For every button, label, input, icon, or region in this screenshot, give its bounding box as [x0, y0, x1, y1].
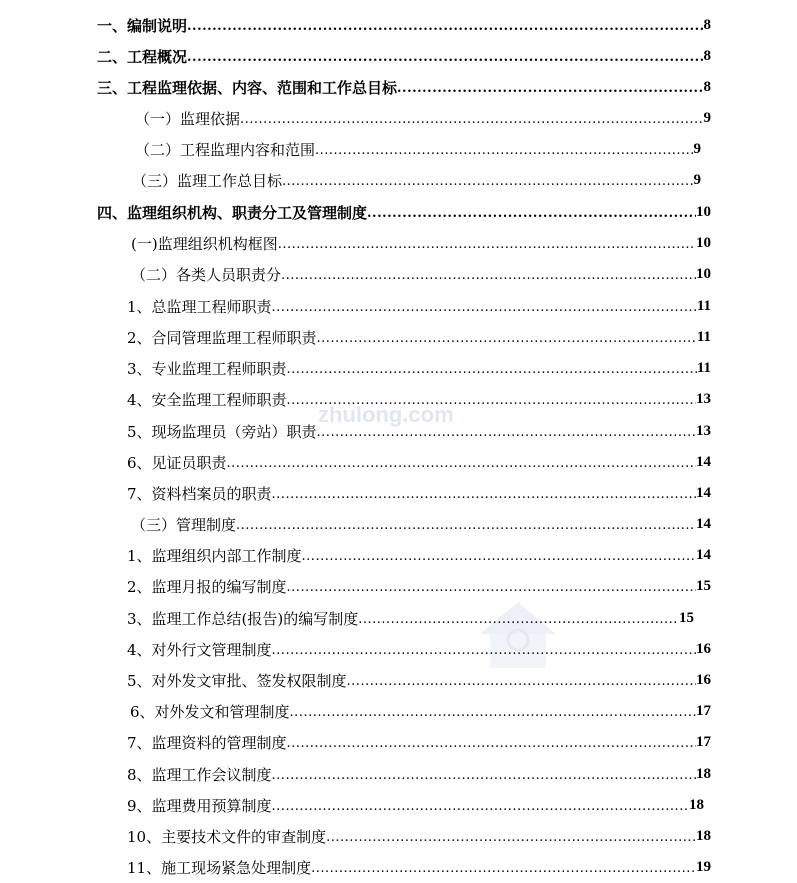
toc-leader-dots [287, 384, 696, 415]
toc-entry-27[interactable] [127, 821, 711, 852]
toc-leader-dots [367, 197, 696, 228]
toc-leader-dots [317, 322, 697, 353]
toc-entry-page: 19 [696, 859, 711, 875]
toc-entry-page: 11 [696, 298, 711, 314]
toc-entry-22[interactable] [127, 665, 711, 696]
toc-entry-page: 17 [696, 734, 711, 750]
toc-entry-17[interactable] [131, 509, 711, 540]
toc-entry-23[interactable] [130, 696, 711, 727]
toc-entry-page: 17 [696, 703, 711, 719]
toc-entry-title: 3、监理工作总结(报告)的编写制度 [127, 610, 359, 628]
toc-entry-page: 8 [703, 17, 711, 33]
toc-entry-title: 二、工程概况 [97, 48, 188, 66]
toc-entry-title: 9、监理费用预算制度 [127, 797, 272, 815]
toc-leader-dots [317, 416, 696, 447]
toc-entry-8[interactable] [131, 228, 711, 259]
toc-entry-page: 10 [696, 266, 711, 282]
toc-entry-title: 3、专业监理工程师职责 [127, 360, 287, 378]
toc-entry-page: 11 [696, 360, 711, 376]
toc-entry-18[interactable] [127, 540, 711, 571]
toc-entry-19[interactable] [127, 571, 711, 602]
toc-entry-page: 18 [696, 766, 711, 782]
toc-entry-page: 14 [696, 516, 711, 532]
toc-entry-page: 14 [696, 547, 711, 563]
toc-entry-page: 10 [696, 235, 711, 251]
toc-entry-1[interactable] [97, 10, 711, 41]
toc-entry-10[interactable] [127, 291, 711, 322]
toc-leader-dots [347, 665, 696, 696]
toc-entry-15[interactable] [127, 447, 711, 478]
toc-entry-page: 14 [696, 485, 711, 501]
toc-entry-title: 5、现场监理员（旁站）职责 [127, 423, 317, 441]
toc-leader-dots [358, 603, 679, 634]
toc-entry-title: 一、编制说明 [97, 17, 188, 35]
toc-entry-title: 2、监理月报的编写制度 [127, 578, 287, 596]
toc-leader-dots [272, 478, 696, 509]
toc-leader-dots [272, 790, 689, 821]
toc-entry-12[interactable] [127, 353, 711, 384]
toc-entry-title: 4、安全监理工程师职责 [127, 391, 287, 409]
toc-entry-4[interactable] [135, 103, 711, 134]
toc-leader-dots [236, 509, 696, 540]
toc-leader-dots [311, 852, 696, 883]
toc-entry-page: 9 [693, 172, 701, 188]
toc-entry-page: 11 [696, 329, 711, 345]
toc-leader-dots [290, 696, 696, 727]
toc-entry-title: 1、总监理工程师职责 [127, 298, 272, 316]
toc-entry-page: 15 [679, 610, 694, 626]
toc-entry-title: 7、监理资料的管理制度 [127, 734, 287, 752]
toc-leader-dots [397, 72, 703, 103]
toc-leader-dots [281, 259, 696, 290]
toc-entry-page: 9 [703, 110, 711, 126]
toc-entry-title: （三）监理工作总目标 [132, 172, 283, 190]
toc-entry-page: 10 [696, 204, 711, 220]
toc-entry-title: 11、施工现场紧急处理制度 [127, 859, 312, 877]
toc-entry-title: 1、监理组织内部工作制度 [127, 547, 302, 565]
toc-leader-dots [287, 727, 696, 758]
toc-entry-title: (一)监理组织机构框图 [131, 235, 278, 253]
toc-entry-2[interactable] [97, 41, 711, 72]
toc-entry-3[interactable] [97, 72, 711, 103]
toc-entry-title: 10、主要技术文件的审查制度 [127, 828, 327, 846]
toc-entry-title: 8、监理工作会议制度 [127, 766, 272, 784]
toc-entry-page: 18 [696, 828, 711, 844]
toc-entry-page: 9 [693, 141, 701, 157]
toc-entry-28[interactable] [127, 852, 711, 883]
toc-entry-13[interactable] [127, 384, 711, 415]
toc-entry-6[interactable] [132, 165, 701, 196]
toc-entry-title: 2、合同管理监理工程师职责 [127, 329, 317, 347]
toc-leader-dots [326, 821, 696, 852]
toc-entry-5[interactable] [135, 134, 701, 165]
toc-leader-dots [302, 540, 696, 571]
toc-entry-page: 18 [689, 797, 704, 813]
toc-entry-title: 6、见证员职责 [127, 454, 227, 472]
toc-entry-page: 15 [696, 578, 711, 594]
toc-entry-14[interactable] [127, 416, 711, 447]
watermark-text: zhulong.com [318, 402, 454, 427]
toc-leader-dots [287, 571, 696, 602]
toc-entry-page: 14 [696, 454, 711, 470]
toc-entry-page: 16 [696, 641, 711, 657]
toc-entry-page: 8 [703, 79, 711, 95]
toc-leader-dots [187, 10, 703, 41]
toc-leader-dots [272, 759, 696, 790]
toc-leader-dots [315, 134, 693, 165]
toc-entry-11[interactable] [127, 322, 711, 353]
toc-entry-title: 三、工程监理依据、内容、范围和工作总目标 [97, 79, 398, 97]
toc-leader-dots [272, 291, 697, 322]
toc-leader-dots [282, 165, 693, 196]
toc-entry-page: 13 [696, 423, 711, 439]
toc-entry-25[interactable] [127, 759, 711, 790]
toc-entry-24[interactable] [127, 727, 711, 758]
toc-entry-16[interactable] [127, 478, 711, 509]
toc-entry-page: 13 [696, 391, 711, 407]
toc-entry-title: （二）各类人员职责分 [131, 266, 282, 284]
toc-leader-dots [227, 447, 696, 478]
toc-entry-title: 4、对外行文管理制度 [127, 641, 272, 659]
toc-leader-dots [272, 634, 696, 665]
toc-entry-7[interactable] [97, 197, 711, 228]
toc-entry-21[interactable] [127, 634, 711, 665]
toc-entry-title: 5、对外发文审批、签发权限制度 [127, 672, 347, 690]
toc-entry-title: （三）管理制度 [131, 516, 237, 534]
toc-entry-title: 6、对外发文和管理制度 [130, 703, 290, 721]
toc-entry-title: （一）监理依据 [135, 110, 241, 128]
toc-entry-26[interactable] [127, 790, 704, 821]
toc-entry-title: 四、监理组织机构、职责分工及管理制度 [97, 204, 368, 222]
toc-entry-9[interactable] [131, 259, 711, 290]
toc-entry-title: （二）工程监理内容和范围 [135, 141, 316, 159]
toc-entry-page: 16 [696, 672, 711, 688]
toc-leader-dots [187, 41, 703, 72]
toc-entry-page: 8 [703, 48, 711, 64]
toc-leader-dots [240, 103, 703, 134]
toc-leader-dots [287, 353, 697, 384]
toc-entry-20[interactable] [127, 603, 694, 634]
toc-entry-title: 7、资料档案员的职责 [127, 485, 272, 503]
toc-leader-dots [278, 228, 696, 259]
